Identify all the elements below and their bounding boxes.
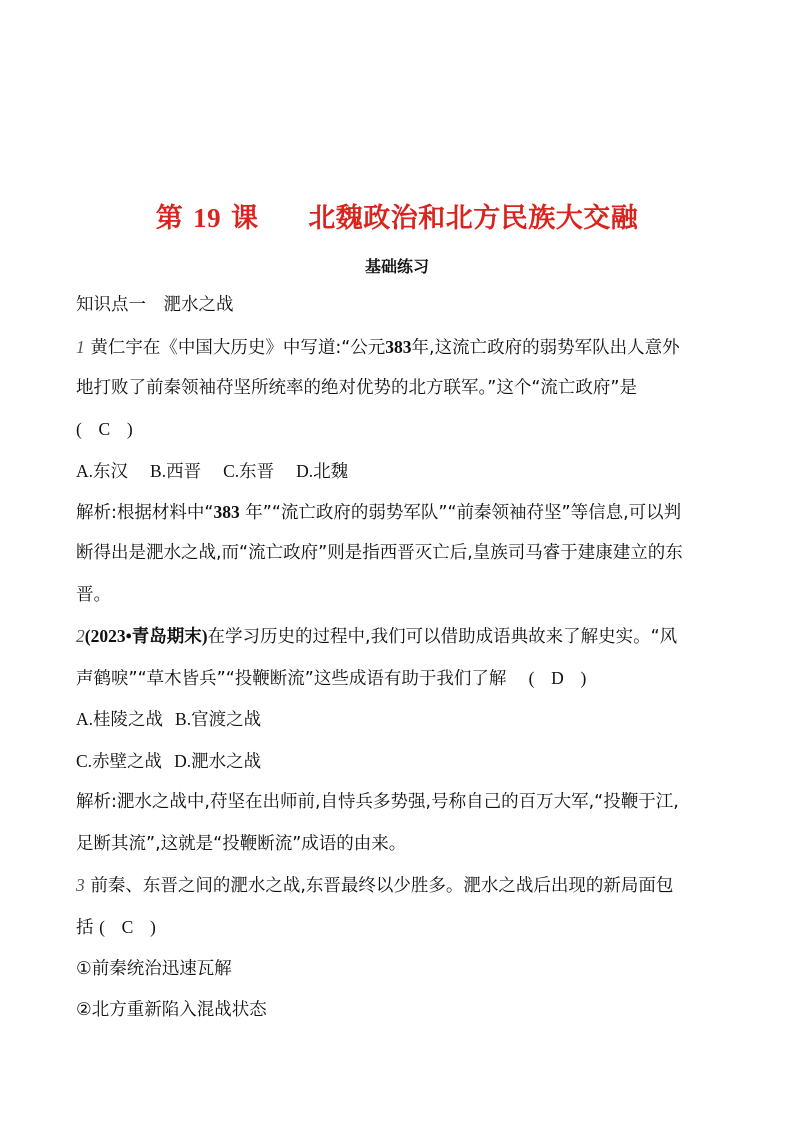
q1-option-a: A.东汉 bbox=[76, 461, 129, 482]
q1-answer: C bbox=[98, 419, 111, 439]
lesson-title: 第 19 课 北魏政治和北方民族大交融 bbox=[155, 203, 639, 234]
q2-option-c: C.赤壁之战 bbox=[76, 751, 163, 772]
q1-option-b: B.西晋 bbox=[150, 461, 202, 482]
q3-number: 3 bbox=[76, 875, 85, 895]
q2-analysis-line1: 解析:淝水之战中,苻坚在出师前,自恃兵多势强,号称自己的百万大军,“投鞭于江, bbox=[76, 792, 679, 812]
q3-item-1: ①前秦统治迅速瓦解 bbox=[76, 959, 232, 979]
q2-source: (2023•青岛期末) bbox=[84, 626, 208, 646]
q2-number: 2 bbox=[76, 626, 85, 646]
q1-option-c: C.东晋 bbox=[223, 461, 275, 482]
q1-answer-line: ( C ) bbox=[76, 419, 133, 439]
knowledge-point-heading: 知识点一 淝水之战 bbox=[76, 295, 234, 315]
q2-analysis-line2: 足断其流”,这就是“投鞭断流”成语的由来。 bbox=[76, 834, 407, 854]
q1-analysis-line3: 晋。 bbox=[76, 585, 111, 605]
q1-line1: 1 黄仁宇在《中国大历史》中写道:“公元383年,这流亡政府的弱势军队出人意外 bbox=[76, 337, 680, 358]
lesson-name: 北魏政治和北方民族大交融 bbox=[308, 203, 639, 234]
q2-answer: D bbox=[551, 668, 564, 688]
q1-option-d: D.北魏 bbox=[296, 461, 349, 482]
q1-options bbox=[76, 459, 720, 484]
q2-line2: 声鹤唳”“草木皆兵”“投鞭断流”这些成语有助于我们了解 ( D ) bbox=[76, 668, 587, 689]
q1-analysis-line1: 解析:根据材料中“383 年”“流亡政府的弱势军队”“前秦领袖苻坚”等信息,可以判 bbox=[76, 502, 682, 523]
q2-option-a: A.桂陵之战 bbox=[76, 709, 164, 730]
q2-options-row1 bbox=[76, 707, 720, 732]
q2-option-d: D.淝水之战 bbox=[174, 751, 262, 772]
q3-answer: C bbox=[121, 917, 134, 937]
q1-line2: 地打败了前秦领袖苻坚所统率的绝对优势的北方联军。”这个“流亡政府”是 bbox=[76, 378, 637, 398]
q1-analysis-line2: 断得出是淝水之战,而“流亡政府”则是指西晋灭亡后,皇族司马睿于建康建立的东 bbox=[76, 543, 683, 563]
q2-line1: 2(2023•青岛期末)在学习历史的过程中,我们可以借助成语典故来了解史实。“风 bbox=[76, 626, 678, 647]
q3-line1: 3 前秦、东晋之间的淝水之战,东晋最终以少胜多。淝水之战后出现的新局面包 bbox=[76, 875, 674, 896]
section-heading: 基础练习 bbox=[364, 257, 429, 276]
q2-option-b: B.官渡之战 bbox=[175, 709, 262, 730]
q3-item-2: ②北方重新陷入混战状态 bbox=[76, 1000, 267, 1020]
q2-options-row2 bbox=[76, 749, 720, 774]
q3-line2: 括 ( C ) bbox=[76, 917, 156, 938]
q1-number: 1 bbox=[76, 337, 85, 357]
